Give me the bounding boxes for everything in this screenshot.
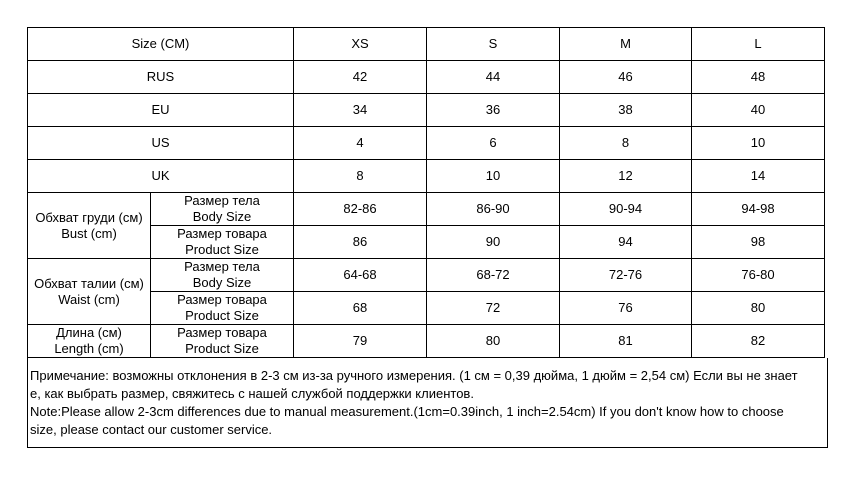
table-row xyxy=(28,193,825,226)
waist-label-ru: Обхват талии (см) xyxy=(34,275,144,291)
table-row xyxy=(28,94,825,127)
length-label-ru: Длина (см) xyxy=(56,325,122,340)
body-size-ru: Размер тела xyxy=(184,193,260,208)
cell: 90-94 xyxy=(560,193,692,226)
body-size-ru: Размер тела xyxy=(184,259,260,274)
cell: 82 xyxy=(692,325,825,358)
bust-label-ru: Обхват груди (см) xyxy=(35,209,143,225)
cell: 44 xyxy=(427,61,560,94)
cell: 8 xyxy=(294,160,427,193)
cell: 81 xyxy=(560,325,692,358)
row-label: EU xyxy=(28,94,294,127)
cell: 8 xyxy=(560,127,692,160)
size-header-m: M xyxy=(560,28,692,61)
table-row xyxy=(28,61,825,94)
cell: 82-86 xyxy=(294,193,427,226)
cell: 40 xyxy=(692,94,825,127)
cell: 12 xyxy=(560,160,692,193)
cell: 76-80 xyxy=(692,259,825,292)
body-size-label xyxy=(151,259,294,292)
size-chart xyxy=(27,27,824,448)
cell: 72 xyxy=(427,292,560,325)
waist-label-en: Waist (cm) xyxy=(58,291,120,307)
cell: 64-68 xyxy=(294,259,427,292)
cell: 72-76 xyxy=(560,259,692,292)
cell: 90 xyxy=(427,226,560,259)
header-row xyxy=(28,28,825,61)
cell: 34 xyxy=(294,94,427,127)
product-size-en: Product Size xyxy=(185,308,259,323)
table-row xyxy=(28,325,825,358)
bust-label-en: Bust (cm) xyxy=(61,225,117,241)
product-size-label xyxy=(151,325,294,358)
product-size-ru: Размер товара xyxy=(177,226,267,241)
product-size-label xyxy=(151,292,294,325)
length-label-en: Length (cm) xyxy=(54,341,124,356)
size-header-label: Size (CM) xyxy=(28,28,294,61)
cell: 6 xyxy=(427,127,560,160)
size-header-l: L xyxy=(692,28,825,61)
cell: 86 xyxy=(294,226,427,259)
measurement-note xyxy=(27,358,828,448)
bust-label xyxy=(28,193,151,259)
cell: 94-98 xyxy=(692,193,825,226)
cell: 36 xyxy=(427,94,560,127)
cell: 94 xyxy=(560,226,692,259)
cell: 46 xyxy=(560,61,692,94)
row-label: US xyxy=(28,127,294,160)
body-size-en: Body Size xyxy=(192,275,252,290)
cell: 14 xyxy=(692,160,825,193)
waist-label xyxy=(28,259,151,325)
table-row xyxy=(28,127,825,160)
size-table xyxy=(27,27,825,358)
cell: 42 xyxy=(294,61,427,94)
note-en-line-1: Note:Please allow 2-3cm differences due to manual measurement.(1cm=0.39inch, 1 inch=2.54cm) If you don't know how to choose xyxy=(30,404,784,419)
cell: 68 xyxy=(294,292,427,325)
cell: 80 xyxy=(692,292,825,325)
cell: 86-90 xyxy=(427,193,560,226)
product-size-label xyxy=(151,226,294,259)
cell: 98 xyxy=(692,226,825,259)
size-header-xs: XS xyxy=(294,28,427,61)
row-label: UK xyxy=(28,160,294,193)
table-row xyxy=(28,259,825,292)
note-ru-line-2: е, как выбрать размер, свяжитесь с нашей службой поддержки клиентов. xyxy=(30,386,474,401)
product-size-en: Product Size xyxy=(185,242,259,257)
cell: 68-72 xyxy=(427,259,560,292)
note-en-line-2: size, please contact our customer service. xyxy=(30,422,273,437)
size-header-s: S xyxy=(427,28,560,61)
row-label: RUS xyxy=(28,61,294,94)
product-size-ru: Размер товара xyxy=(177,325,267,340)
cell: 10 xyxy=(692,127,825,160)
product-size-ru: Размер товара xyxy=(177,292,267,307)
body-size-label xyxy=(151,193,294,226)
cell: 4 xyxy=(294,127,427,160)
cell: 38 xyxy=(560,94,692,127)
cell: 10 xyxy=(427,160,560,193)
body-size-en: Body Size xyxy=(192,209,252,224)
cell: 76 xyxy=(560,292,692,325)
cell: 48 xyxy=(692,61,825,94)
note-ru-line-1: Примечание: возможны отклонения в 2-3 см из-за ручного измерения. (1 см = 0,39 дюйма, 1 дюйм = 2,54 см) Если вы не знает xyxy=(30,368,798,383)
product-size-en: Product Size xyxy=(185,341,259,356)
cell: 79 xyxy=(294,325,427,358)
length-label xyxy=(28,325,151,358)
cell: 80 xyxy=(427,325,560,358)
table-row xyxy=(28,160,825,193)
